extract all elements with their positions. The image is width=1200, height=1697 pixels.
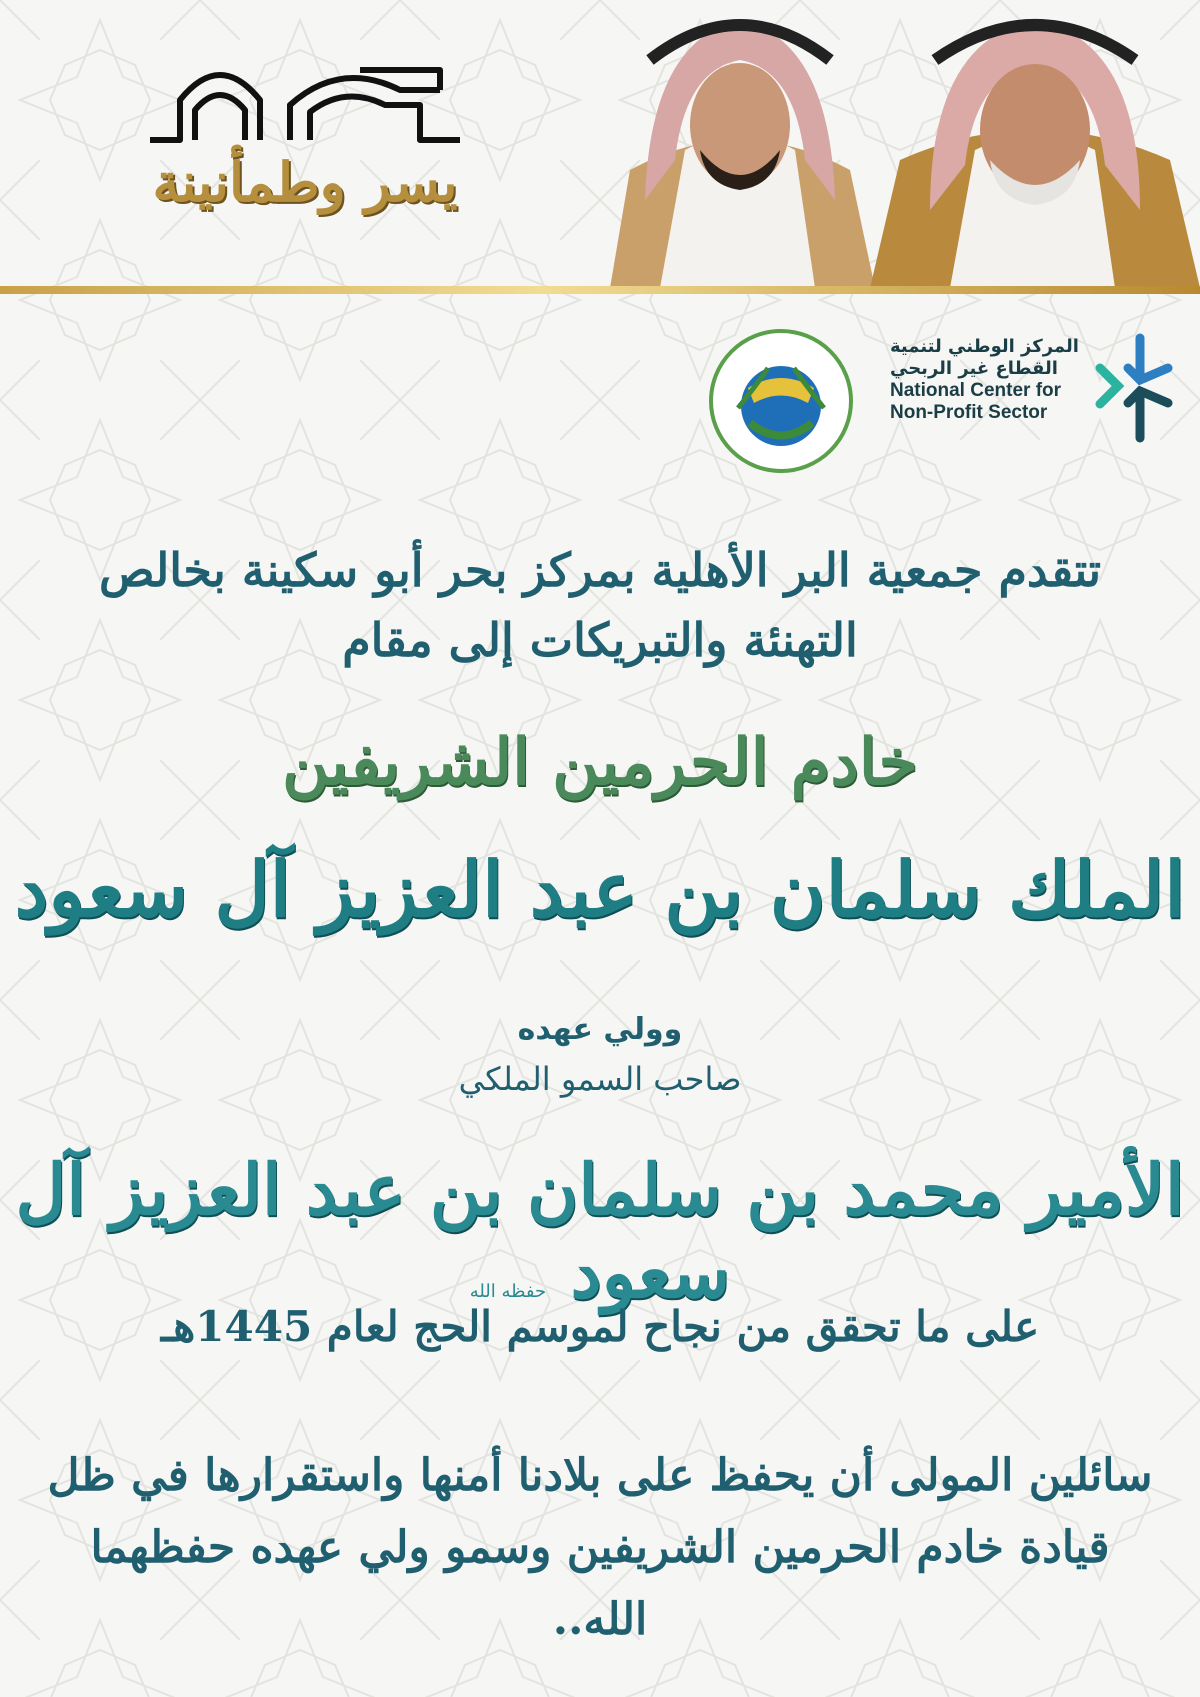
ncnp-english-line-2: Non-Profit Sector <box>890 402 1048 423</box>
crown-prince-name <box>0 1148 1200 1314</box>
king-title: خادم الحرمين الشريفين <box>282 725 918 800</box>
campaign-logo <box>140 50 470 275</box>
intro-text: تتقدم جمعية البر الأهلية بمركز بحر أبو سكينة بخالص التهنئة والتبريكات إلى مقام <box>98 543 1102 667</box>
king-name: الملك سلمان بن عبد العزيز آل سعود <box>14 845 1186 934</box>
closing-prayer-text: سائلين المولى أن يحفظ على بلادنا أمنها واستقرارها في ظل قيادة خادم الحرمين الشريفين وسمو ولي عهده حفظهما الله.. <box>47 1450 1153 1645</box>
ncnp-arabic-line-1: المركز الوطني لتنمية <box>890 336 1079 357</box>
ncnp-arabic-line-2: القطاع غير الربحي <box>890 358 1058 379</box>
association-logo <box>708 328 854 474</box>
gold-divider-line <box>0 286 1200 294</box>
hajj-success-text: على ما تحقق من نجاح لموسم الحج لعام 1445هـ <box>160 1302 1040 1351</box>
header-banner <box>0 0 1200 292</box>
campaign-slogan: يسر وطمأنينة <box>152 150 458 214</box>
crown-prince-label: وولي عهده <box>517 1012 683 1047</box>
crown-prince-honorific: حفظه الله <box>469 1281 547 1302</box>
crown-prince-name-text: الأمير محمد بن سلمان بن عبد العزيز آل سعود <box>15 1148 1185 1314</box>
ncnp-english-line-1: National Center for <box>890 380 1062 401</box>
royal-highness-label: صاحب السمو الملكي <box>458 1060 742 1098</box>
ncnp-logo <box>890 328 1180 448</box>
king-portrait <box>870 0 1200 288</box>
crown-prince-portrait <box>590 0 890 288</box>
ncnp-mark-icon <box>1088 328 1178 448</box>
